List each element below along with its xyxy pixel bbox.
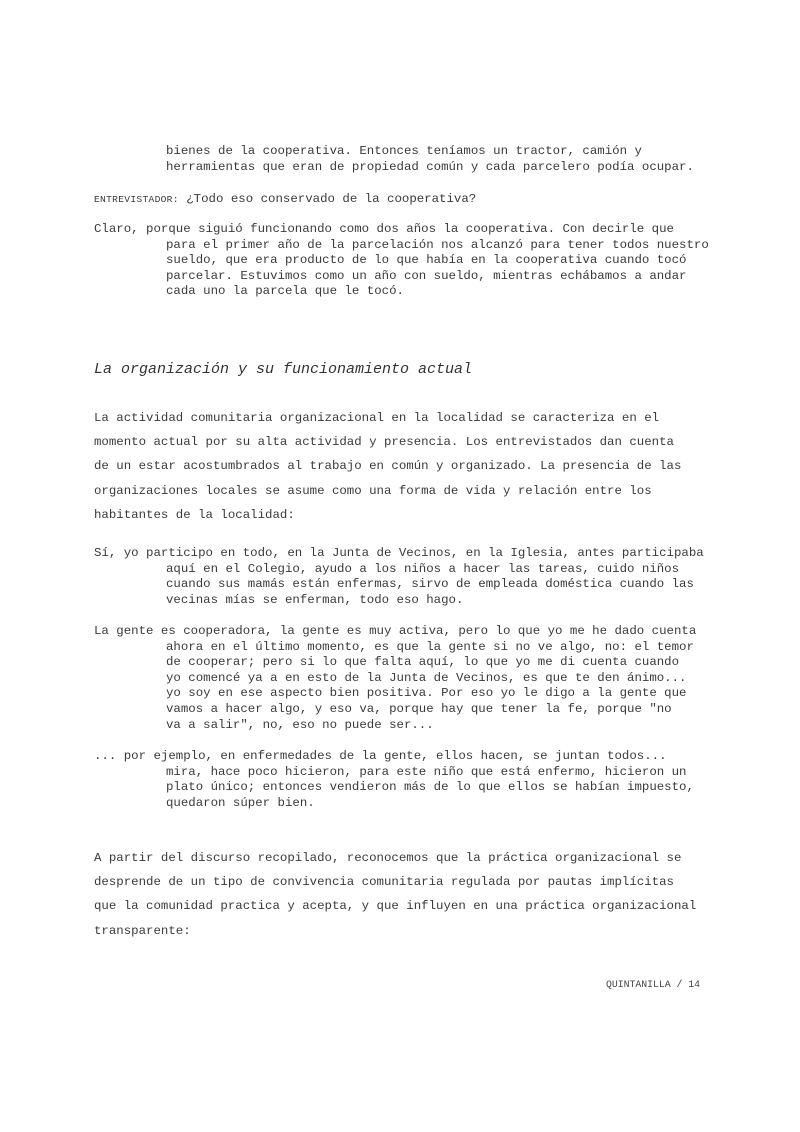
- paragraph-line: de un estar acostumbrados al trabajo en común y organizado. La presencia de las: [94, 459, 682, 474]
- section-heading: La organización y su funcionamiento actual: [94, 361, 473, 378]
- quote-line: quedaron súper bien.: [166, 795, 315, 810]
- quote-first-line: Sí, yo participo en todo, en la Junta de Vecinos, en la Iglesia, antes participaba: [94, 546, 704, 560]
- quote-line: herramientas que eran de propiedad común y cada parcelero podía ocupar.: [166, 159, 694, 174]
- interviewer-question: [94, 192, 476, 206]
- quote-first-line: La gente es cooperadora, la gente es muy activa, pero lo que yo me he dado cuenta: [94, 624, 697, 638]
- quote-line: sueldo, que era producto de lo que había en la cooperativa cuando tocó: [166, 253, 687, 268]
- paragraph-line: desprende de un tipo de convivencia comunitaria regulada por pautas implícitas: [94, 875, 674, 890]
- quote-line: para el primer año de la parcelación nos alcanzó para tener todos nuestro: [166, 237, 709, 252]
- interviewer-text: ¿Todo eso conservado de la cooperativa?: [178, 192, 477, 206]
- paragraph-line: que la comunidad practica y acepta, y que influyen en una práctica organizacional: [94, 899, 697, 914]
- quote-line: va a salir", no, eso no puede ser...: [166, 717, 434, 732]
- paragraph-line: momento actual por su alta actividad y presencia. Los entrevistados dan cuenta: [94, 435, 674, 450]
- quote-line: yo soy en ese aspecto bien positiva. Por eso yo le digo a la gente que: [166, 686, 687, 701]
- quote-line: de cooperar; pero si lo que falta aquí, lo que yo me di cuenta cuando: [166, 655, 680, 670]
- quote-first-line: ... por ejemplo, en enfermedades de la gente, ellos hacen, se juntan todos...: [94, 749, 667, 763]
- quote-line: vamos a hacer algo, y eso va, porque hay que tener la fe, porque "no: [166, 701, 672, 716]
- quote-line: ahora en el último momento, es que la gente si no ve algo, no: el temor: [166, 639, 694, 654]
- paragraph-line: habitantes de la localidad:: [94, 507, 295, 522]
- paragraph-line: organizaciones locales se asume como una forma de vida y relación entre los: [94, 483, 652, 498]
- quote-block: [94, 749, 714, 811]
- quote-continuation: [94, 144, 714, 175]
- quote-block: [94, 624, 714, 733]
- quote-line: cada uno la parcela que le tocó.: [166, 284, 404, 299]
- quote-line: aquí en el Colegio, ayudo a los niños a hacer las tareas, cuido niños: [166, 561, 680, 576]
- paragraph-line: transparente:: [94, 923, 191, 938]
- quote-block: [94, 546, 714, 608]
- paragraph-line: La actividad comunitaria organizacional en la localidad se caracteriza en el: [94, 411, 660, 425]
- body-paragraph: [94, 406, 714, 527]
- body-paragraph: [94, 846, 714, 943]
- quote-line: cuando sus mamás están enfermas, sirvo de empleada doméstica cuando las: [166, 577, 694, 592]
- paragraph-line: A partir del discurso recopilado, reconocemos que la práctica organizacional se: [94, 851, 682, 865]
- quote-line: mira, hace poco hicieron, para este niño que está enfermo, hicieron un: [166, 764, 687, 779]
- quote-line: vecinas mías se enferman, todo eso hago.: [166, 592, 464, 607]
- answer-quote: [94, 222, 714, 300]
- quote-line: parcelar. Estuvimos como un año con sueldo, mientras echábamos a andar: [166, 268, 687, 283]
- interviewer-label: ENTREVISTADOR:: [94, 194, 179, 205]
- page-footer: QUINTANILLA / 14: [606, 979, 701, 990]
- quote-line: bienes de la cooperativa. Entonces teníamos un tractor, camión y: [166, 144, 642, 158]
- quote-first-line: Claro, porque siguió funcionando como dos años la cooperativa. Con decirle que: [94, 222, 674, 236]
- quote-line: yo comencé ya a en esto de la Junta de Vecinos, es que te den ánimo...: [166, 670, 687, 685]
- quote-line: plato único; entonces vendieron más de lo que ellos se habían impuesto,: [166, 780, 694, 795]
